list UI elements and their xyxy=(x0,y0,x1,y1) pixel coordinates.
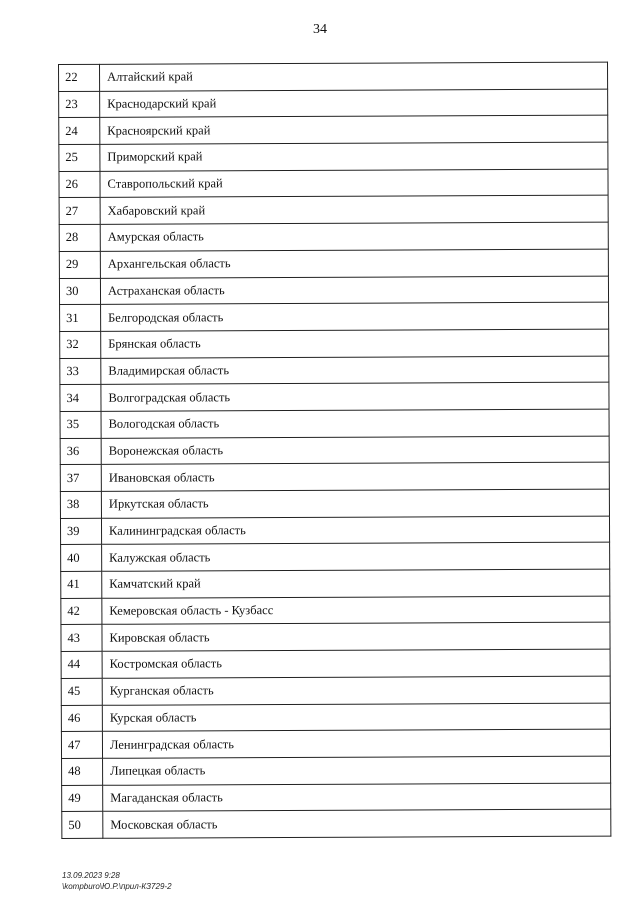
table-row xyxy=(59,196,608,225)
row-number: 41 xyxy=(61,571,102,598)
region-name: Ивановская область xyxy=(101,462,609,491)
row-number: 49 xyxy=(62,785,103,812)
row-number: 32 xyxy=(60,331,101,358)
row-number: 29 xyxy=(59,251,100,278)
document-footer xyxy=(62,870,172,892)
region-name: Магаданская область xyxy=(103,783,611,812)
footer-path: \kompburo\Ю.Р.\прил-КЗ729-2 xyxy=(62,882,172,891)
table-row xyxy=(61,623,610,652)
table-row xyxy=(60,329,609,358)
table-row xyxy=(60,516,609,545)
table-row xyxy=(60,302,609,331)
table-row xyxy=(62,783,611,812)
row-number: 48 xyxy=(62,758,103,785)
region-name: Краснодарский край xyxy=(100,89,608,118)
region-name: Камчатский край xyxy=(102,569,610,598)
region-name: Ленинградская область xyxy=(102,729,610,758)
table-row xyxy=(60,356,609,385)
row-number: 26 xyxy=(59,171,100,198)
table-row xyxy=(61,676,610,705)
row-number: 31 xyxy=(60,305,101,332)
row-number: 46 xyxy=(61,705,102,732)
row-number: 39 xyxy=(60,518,101,545)
row-number: 34 xyxy=(60,385,101,412)
row-number: 44 xyxy=(61,651,102,678)
region-name: Приморский край xyxy=(100,142,608,171)
region-name: Курская область xyxy=(102,703,610,732)
table-row xyxy=(59,222,608,251)
region-name: Калининградская область xyxy=(101,516,609,545)
row-number: 35 xyxy=(60,411,101,438)
footer-date: 13.09.2023 9:28 xyxy=(62,871,120,880)
table-row xyxy=(62,756,611,785)
row-number: 37 xyxy=(60,465,101,492)
region-name: Воронежская область xyxy=(101,436,609,465)
table-row xyxy=(60,489,609,518)
table-row xyxy=(60,436,609,465)
table-row xyxy=(59,142,608,171)
region-name: Костромская область xyxy=(102,649,610,678)
region-name: Владимирская область xyxy=(101,356,609,385)
region-name: Ставропольский край xyxy=(100,169,608,198)
table-row xyxy=(61,729,610,758)
table-row xyxy=(62,809,611,838)
table-row xyxy=(60,409,609,438)
row-number: 28 xyxy=(59,224,100,251)
region-name: Курганская область xyxy=(102,676,610,705)
row-number: 30 xyxy=(59,278,100,305)
row-number: 47 xyxy=(61,732,102,759)
row-number: 33 xyxy=(60,358,101,385)
row-number: 50 xyxy=(62,812,103,839)
region-name: Белгородская область xyxy=(101,302,609,331)
row-number: 23 xyxy=(59,91,100,118)
region-name: Красноярский край xyxy=(100,115,608,144)
row-number: 38 xyxy=(60,491,101,518)
regions-table xyxy=(58,62,611,839)
table-row xyxy=(61,596,610,625)
table-row xyxy=(59,276,608,305)
region-name: Амурская область xyxy=(100,222,608,251)
region-name: Иркутская область xyxy=(101,489,609,518)
region-name: Алтайский край xyxy=(100,62,608,91)
table-row xyxy=(59,115,608,144)
row-number: 25 xyxy=(59,144,100,171)
row-number: 24 xyxy=(59,118,100,145)
table-row xyxy=(59,62,608,91)
page-number: 34 xyxy=(313,22,327,37)
region-name: Архангельская область xyxy=(100,249,608,278)
region-name: Московская область xyxy=(103,809,611,838)
table-row xyxy=(60,382,609,411)
table-row xyxy=(59,169,608,198)
row-number: 22 xyxy=(59,64,100,91)
table-row xyxy=(61,649,610,678)
row-number: 43 xyxy=(61,625,102,652)
row-number: 42 xyxy=(61,598,102,625)
row-number: 40 xyxy=(61,545,102,572)
table-row xyxy=(60,462,609,491)
table-row xyxy=(59,89,608,118)
region-name: Вологодская область xyxy=(101,409,609,438)
row-number: 36 xyxy=(60,438,101,465)
row-number: 45 xyxy=(61,678,102,705)
region-name: Кировская область xyxy=(102,623,610,652)
region-name: Астраханская область xyxy=(100,276,608,305)
table-row xyxy=(59,249,608,278)
region-name: Брянская область xyxy=(101,329,609,358)
table-row xyxy=(61,703,610,732)
region-name: Хабаровский край xyxy=(100,196,608,225)
regions-table-body xyxy=(59,62,611,838)
table-row xyxy=(61,542,610,571)
row-number: 27 xyxy=(59,198,100,225)
region-name: Липецкая область xyxy=(103,756,611,785)
region-name: Кемеровская область - Кузбасс xyxy=(102,596,610,625)
table-row xyxy=(61,569,610,598)
region-name: Калужская область xyxy=(102,542,610,571)
region-name: Волгоградская область xyxy=(101,382,609,411)
